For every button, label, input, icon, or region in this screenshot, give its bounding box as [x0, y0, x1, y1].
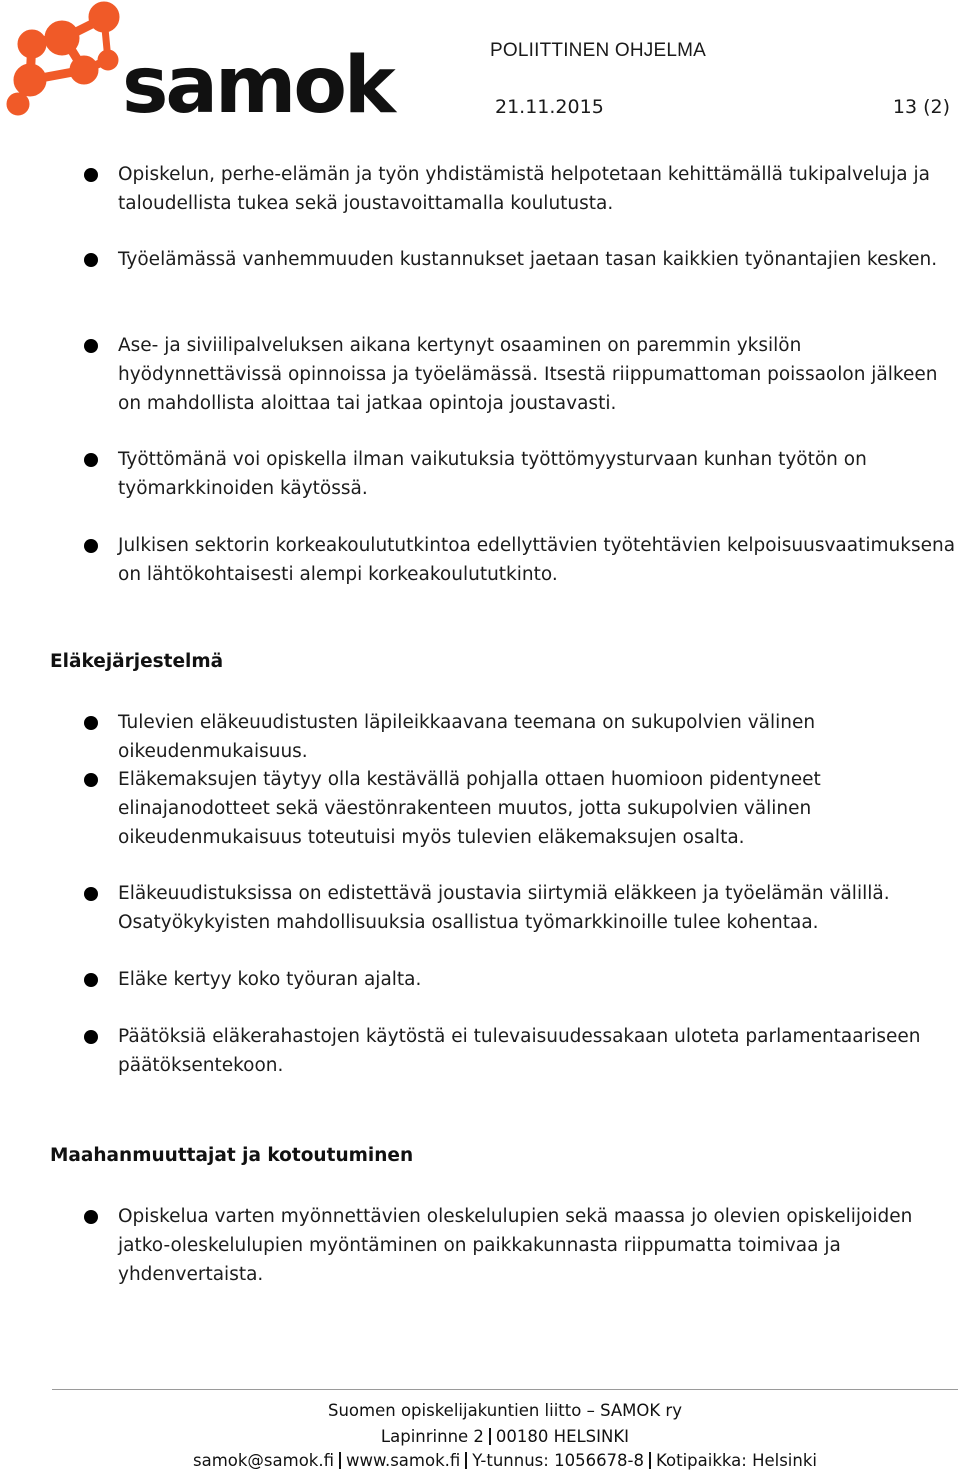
footer-web-link[interactable]: www.samok.fi: [346, 1451, 461, 1470]
page-number: 13 (2): [892, 96, 950, 118]
list-item: Päätöksiä eläkerahastojen käytöstä ei tulevaisuudessakaan uloteta parlamentaariseen päätöksentekoon.: [118, 1026, 921, 1076]
list-item: Opiskelua varten myönnettävien oleskelulupien sekä maassa jo olevien opiskelijoiden jatko-oleskelulupien myöntäminen on paikkakunnasta riippumatta toimivaa ja yhdenvertaista.: [118, 1206, 913, 1285]
bullet-icon: [84, 453, 98, 467]
samok-logo-graphic: [4, 0, 414, 120]
footer-address: [0, 1427, 960, 1446]
footer-contact: [0, 1451, 960, 1470]
bullet-icon: [84, 887, 98, 901]
document-date: 21.11.2015: [495, 96, 604, 118]
footer-street: Lapinrinne 2: [380, 1427, 484, 1446]
footer-email-link[interactable]: samok@samok.fi: [193, 1451, 334, 1470]
bullet-icon: [84, 1210, 98, 1224]
bullet-icon: [84, 168, 98, 182]
bullet-icon: [84, 773, 98, 787]
section-heading-immigrants: Maahanmuuttajat ja kotoutuminen: [50, 1145, 414, 1166]
list-item: Ase- ja siviilipalveluksen aikana kertynyt osaaminen on paremmin yksilön hyödynnettävissä opinnoissa ja työelämässä. Itsestä riippumattoman poissaolon jälkeen on mahdollista aloittaa tai jatkaa opintoja joustavasti.: [118, 335, 938, 414]
footer-separator: [465, 1452, 467, 1469]
list-item: Tulevien eläkeuudistusten läpileikkaavana teemana on sukupolvien välinen oikeudenmukaisuus.: [118, 712, 816, 762]
samok-logo: [4, 0, 414, 120]
bullet-icon: [84, 539, 98, 553]
list-item: Työttömänä voi opiskella ilman vaikutuksia työttömyysturvaan kunhan työtön on työmarkkinoiden käytössä.: [118, 449, 867, 499]
list-item: Eläkemaksujen täytyy olla kestävällä pohjalla ottaen huomioon pidentyneet elinajanodotteet sekä väestönrakenteen muutos, jotta sukupolvien välinen oikeudenmukaisuus toteutuisi myös tulevien eläkemaksujen osalta.: [118, 769, 821, 848]
footer-divider: [52, 1389, 958, 1390]
section-heading-pension: Eläkejärjestelmä: [50, 651, 224, 672]
list-item: Julkisen sektorin korkeakoulututkintoa edellyttävien työtehtävien kelpoisuusvaatimuksena on lähtökohtaisesti alempi korkeakoulututkinto.: [118, 535, 956, 585]
logo-wordmark: samok: [122, 41, 393, 120]
footer-organization: Suomen opiskelijakuntien liitto – SAMOK ry: [328, 1401, 682, 1420]
footer-separator: [649, 1452, 651, 1469]
list-item: Eläkeuudistuksissa on edistettävä joustavia siirtymiä eläkkeen ja työelämän välillä. Osatyökykyisten mahdollisuuksia osallistua työmarkkinoille tulee kohentaa.: [118, 883, 890, 933]
list-item: Opiskelun, perhe-elämän ja työn yhdistämistä helpotetaan kehittämällä tukipalveluja ja taloudellista tukea sekä joustavoittamalla koulutusta.: [118, 164, 930, 214]
list-item: Eläke kertyy koko työuran ajalta.: [118, 969, 422, 990]
bullet-icon: [84, 1030, 98, 1044]
footer-city: 00180 HELSINKI: [495, 1427, 630, 1446]
bullet-icon: [84, 253, 98, 267]
document-title: POLIITTINEN OHJELMA: [490, 40, 707, 61]
bullet-icon: [84, 716, 98, 730]
bullet-icon: [84, 973, 98, 987]
footer-business-id: Y-tunnus: 1056678-8: [472, 1451, 645, 1470]
list-item: Työelämässä vanhemmuuden kustannukset jaetaan tasan kaikkien työnantajien kesken.: [118, 249, 938, 270]
bullet-icon: [84, 339, 98, 353]
footer-separator: [339, 1452, 341, 1469]
footer-domicile: Kotipaikka: Helsinki: [656, 1451, 817, 1470]
footer-separator: [489, 1428, 491, 1445]
